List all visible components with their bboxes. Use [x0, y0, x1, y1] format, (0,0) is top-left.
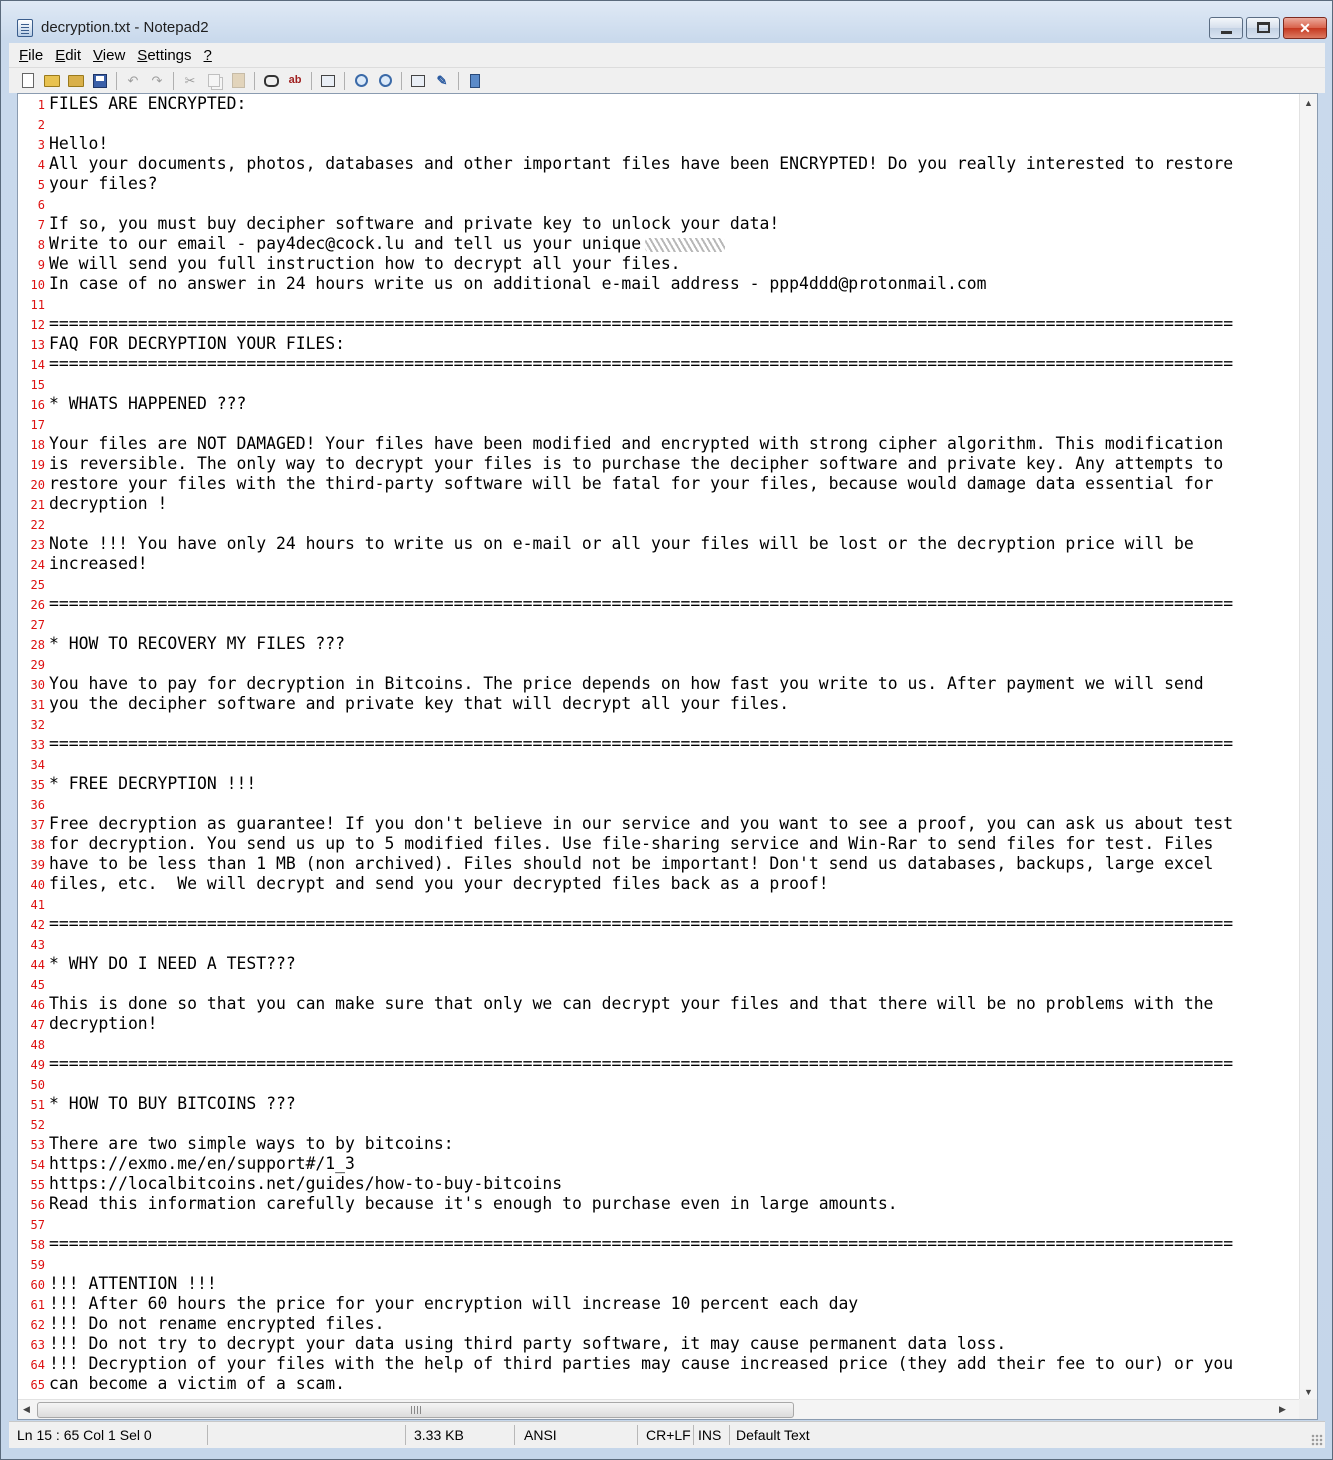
menu-view[interactable] — [87, 47, 131, 64]
line-number: 29 — [30, 658, 45, 672]
line-text: Note !!! You have only 24 hours to write us on e-mail or all your files will be lost or the decryption price will be — [49, 534, 1194, 553]
line-number: 31 — [30, 698, 45, 712]
status-divider — [729, 1425, 730, 1445]
line-number: 2 — [37, 118, 45, 132]
line-number: 65 — [30, 1378, 45, 1392]
replace-button[interactable] — [284, 70, 306, 92]
line-number: 35 — [30, 778, 45, 792]
line-number: 34 — [30, 758, 45, 772]
text-line — [49, 954, 296, 974]
line-number: 21 — [30, 498, 45, 512]
save-icon — [93, 74, 107, 88]
scroll-down-arrow[interactable]: ▼ — [1304, 1386, 1313, 1397]
status-line-endings: CR+LF — [646, 1427, 691, 1443]
line-number: 28 — [30, 638, 45, 652]
zoom-out-icon — [379, 74, 392, 87]
toolbar-separator — [254, 72, 255, 90]
menu-file-label: ile — [28, 46, 44, 64]
line-number: 33 — [30, 738, 45, 752]
line-text: ======================================================================================================================== — [49, 354, 1234, 373]
new-file-icon — [22, 73, 34, 88]
text-area[interactable] — [49, 94, 1299, 1400]
customize-button[interactable] — [431, 70, 453, 92]
line-number: 51 — [30, 1098, 45, 1112]
line-number: 53 — [30, 1138, 45, 1152]
status-encoding: ANSI — [524, 1427, 557, 1443]
line-number: 10 — [30, 278, 45, 292]
find-button[interactable] — [260, 70, 282, 92]
status-divider — [514, 1425, 515, 1445]
menu-file[interactable] — [13, 47, 49, 64]
line-number: 45 — [30, 978, 45, 992]
redo-button[interactable] — [146, 70, 168, 92]
text-line — [49, 1314, 385, 1334]
resize-grip-icon[interactable] — [1311, 1434, 1323, 1446]
line-number: 41 — [30, 898, 45, 912]
line-number: 25 — [30, 578, 45, 592]
status-size: 3.33 KB — [414, 1427, 464, 1443]
scrollbar-corner — [1299, 1399, 1317, 1419]
text-line — [49, 434, 1223, 454]
menu-settings-label: ettings — [147, 46, 192, 64]
paste-icon — [232, 73, 245, 88]
menu-bar — [9, 43, 1325, 67]
line-text: restore your files with the third-party software will be fatal for your files, because would damage data essential for — [49, 474, 1214, 493]
favorites-icon — [68, 75, 84, 87]
line-number: 24 — [30, 558, 45, 572]
text-line — [49, 134, 108, 154]
line-text: !!! Do not rename encrypted files. — [49, 1314, 385, 1333]
line-number: 14 — [30, 358, 45, 372]
toolbar-separator — [458, 72, 459, 90]
text-line — [49, 1234, 1233, 1254]
redo-icon: ↷ — [151, 73, 163, 88]
view-scheme-button[interactable] — [407, 70, 429, 92]
line-text: your files? — [49, 174, 158, 193]
line-text: !!! After 60 hours the price for your encryption will increase 10 percent each day — [49, 1294, 859, 1313]
text-line — [49, 174, 158, 194]
toolbar-separator — [311, 72, 312, 90]
line-number: 56 — [30, 1198, 45, 1212]
text-line — [49, 274, 986, 294]
line-text: ======================================================================================================================== — [49, 734, 1234, 753]
line-number: 37 — [30, 818, 45, 832]
line-number: 8 — [37, 238, 45, 252]
line-number: 38 — [30, 838, 45, 852]
text-line — [49, 1014, 158, 1034]
menu-settings[interactable] — [131, 47, 197, 64]
text-line — [49, 814, 1233, 834]
text-line — [49, 834, 1213, 854]
exit-icon — [470, 74, 480, 88]
status-scheme: Default Text — [736, 1427, 810, 1443]
text-line — [49, 1294, 858, 1314]
line-number: 13 — [30, 338, 45, 352]
line-number: 44 — [30, 958, 45, 972]
line-number: 52 — [30, 1118, 45, 1132]
horizontal-scroll-thumb[interactable] — [37, 1402, 794, 1418]
line-number: 32 — [30, 718, 45, 732]
line-number: 18 — [30, 438, 45, 452]
line-text: This is done so that you can make sure that only we can decrypt your files and that there will be no problems with the — [49, 994, 1214, 1013]
text-line — [49, 354, 1233, 374]
line-text: is reversible. The only way to decrypt your files is to purchase the decipher software and private key. Any attempts to — [49, 454, 1224, 473]
text-line — [49, 874, 829, 894]
vertical-scrollbar[interactable] — [1299, 94, 1317, 1400]
paste-button[interactable] — [227, 70, 249, 92]
window-title: decryption.txt - Notepad2 — [41, 19, 209, 36]
text-line — [49, 1274, 217, 1294]
text-line — [49, 474, 1213, 494]
line-number: 40 — [30, 878, 45, 892]
line-text: ======================================================================================================================== — [49, 1234, 1234, 1253]
menu-view-label: iew — [102, 46, 126, 64]
menu-file-accel: F — [19, 46, 29, 64]
replace-icon: ab — [288, 74, 302, 86]
line-number: 22 — [30, 518, 45, 532]
menu-help[interactable] — [198, 47, 218, 64]
window-controls — [1206, 17, 1327, 39]
notepad-app-icon[interactable] — [17, 19, 33, 37]
line-text: Read this information carefully because it's enough to purchase even in large amounts. — [49, 1194, 898, 1213]
line-number: 12 — [30, 318, 45, 332]
word-wrap-icon — [321, 75, 335, 87]
status-insert-mode: INS — [698, 1427, 722, 1443]
status-divider — [693, 1425, 694, 1445]
status-divider — [207, 1425, 208, 1445]
line-text: FAQ FOR DECRYPTION YOUR FILES: — [49, 334, 346, 353]
text-line — [49, 674, 1204, 694]
title-bar[interactable] — [1, 1, 1332, 41]
line-number: 50 — [30, 1078, 45, 1092]
line-text: https://localbitcoins.net/guides/how-to-buy-bitcoins — [49, 1174, 563, 1193]
line-text: Free decryption as guarantee! If you don't believe in our service and you want to see a proof, you can ask us about test — [49, 814, 1234, 833]
text-line — [49, 1334, 1006, 1354]
text-line — [49, 1134, 454, 1154]
line-number: 23 — [30, 538, 45, 552]
line-number: 39 — [30, 858, 45, 872]
editor[interactable] — [17, 93, 1318, 1420]
menu-edit[interactable] — [49, 47, 87, 64]
line-number: 1 — [37, 98, 45, 112]
zoom-in-icon — [355, 74, 368, 87]
menu-edit-label: dit — [65, 46, 82, 64]
redacted-id-mark — [645, 238, 725, 252]
line-text: can become a victim of a scam. — [49, 1374, 346, 1393]
scroll-up-arrow[interactable]: ▲ — [1304, 97, 1313, 108]
text-line — [49, 394, 246, 414]
toolbar-separator — [344, 72, 345, 90]
line-number-gutter — [18, 94, 47, 1400]
text-line — [49, 94, 246, 114]
zoom-out-button[interactable] — [374, 70, 396, 92]
copy-icon — [208, 74, 220, 87]
line-number: 64 — [30, 1358, 45, 1372]
undo-button[interactable] — [122, 70, 144, 92]
text-line — [49, 234, 725, 254]
line-text: ======================================================================================================================== — [49, 314, 1234, 333]
line-text: ======================================================================================================================== — [49, 594, 1234, 613]
line-number: 57 — [30, 1218, 45, 1232]
text-line — [49, 594, 1233, 614]
text-line — [49, 214, 779, 234]
text-line — [49, 534, 1194, 554]
text-line — [49, 1174, 562, 1194]
text-line — [49, 634, 345, 654]
menu-view-accel: V — [93, 46, 103, 64]
line-number: 11 — [30, 298, 45, 312]
line-text: you the decipher software and private key that will decrypt all your files. — [49, 694, 790, 713]
line-text: !!! Decryption of your files with the help of third parties may cause increased price (they add their fee to our) or you — [49, 1354, 1234, 1373]
line-text: * HOW TO RECOVERY MY FILES ??? — [49, 634, 346, 653]
cut-button[interactable] — [179, 70, 201, 92]
menu-settings-accel: S — [137, 46, 148, 64]
text-line — [49, 554, 148, 574]
text-line — [49, 914, 1233, 934]
line-number: 6 — [37, 198, 45, 212]
save-button[interactable] — [89, 70, 111, 92]
line-text: ======================================================================================================================== — [49, 914, 1234, 933]
line-number: 42 — [30, 918, 45, 932]
minimize-icon — [1221, 31, 1232, 34]
find-icon — [264, 75, 279, 87]
line-text: If so, you must buy decipher software and private key to unlock your data! — [49, 214, 780, 233]
zoom-in-button[interactable] — [350, 70, 372, 92]
status-bar — [9, 1421, 1325, 1448]
line-number: 16 — [30, 398, 45, 412]
line-text: Hello! — [49, 134, 109, 153]
line-text: * HOW TO BUY BITCOINS ??? — [49, 1094, 296, 1113]
undo-icon: ↶ — [127, 73, 139, 88]
line-text: Your files are NOT DAMAGED! Your files have been modified and encrypted with strong cipher algorithm. This modification — [49, 434, 1224, 453]
line-number: 17 — [30, 418, 45, 432]
line-number: 4 — [37, 158, 45, 172]
line-text: decryption ! — [49, 494, 168, 513]
line-text: https://exmo.me/en/support#/1_3 — [49, 1154, 355, 1173]
text-line — [49, 154, 1233, 174]
line-number: 59 — [30, 1258, 45, 1272]
line-text: have to be less than 1 MB (non archived). Files should not be important! Don't send us databases, backups, large excel — [49, 854, 1214, 873]
menu-edit-accel: E — [55, 46, 66, 64]
line-number: 9 — [37, 258, 45, 272]
line-number: 15 — [30, 378, 45, 392]
line-text: In case of no answer in 24 hours write us on additional e-mail address - ppp4ddd@protonmail.com — [49, 274, 987, 293]
text-line — [49, 854, 1213, 874]
line-text: !!! Do not try to decrypt your data using third party software, it may cause permanent data loss. — [49, 1334, 1007, 1353]
text-line — [49, 1354, 1233, 1374]
open-button[interactable] — [41, 70, 63, 92]
line-text: files, etc. We will decrypt and send you your decrypted files back as a proof! — [49, 874, 829, 893]
customize-icon: ✎ — [436, 73, 448, 88]
maximize-icon — [1257, 22, 1270, 33]
view-scheme-icon — [411, 75, 425, 87]
line-number: 46 — [30, 998, 45, 1012]
horizontal-scrollbar[interactable] — [18, 1399, 1299, 1419]
status-divider — [637, 1425, 638, 1445]
line-number: 36 — [30, 798, 45, 812]
line-text: All your documents, photos, databases and other important files have been ENCRYPTED! Do you really interested to restore — [49, 154, 1234, 173]
cut-icon: ✂ — [184, 73, 196, 88]
toolbar-separator — [116, 72, 117, 90]
text-line — [49, 1094, 296, 1114]
line-number: 47 — [30, 1018, 45, 1032]
line-text: * WHATS HAPPENED ??? — [49, 394, 247, 413]
scroll-right-arrow[interactable]: ▶ — [1279, 1404, 1286, 1414]
favorites-button[interactable] — [65, 70, 87, 92]
menu-help-accel: ? — [203, 46, 212, 64]
line-text: * WHY DO I NEED A TEST??? — [49, 954, 296, 973]
text-line — [49, 774, 256, 794]
line-number: 48 — [30, 1038, 45, 1052]
text-line — [49, 734, 1233, 754]
text-line — [49, 1154, 355, 1174]
line-text: !!! ATTENTION !!! — [49, 1274, 217, 1293]
line-number: 19 — [30, 458, 45, 472]
toolbar-separator — [173, 72, 174, 90]
line-text: for decryption. You send us up to 5 modified files. Use file-sharing service and Win-Rar to send files for test. Files — [49, 834, 1214, 853]
toolbar-separator — [401, 72, 402, 90]
new-button[interactable] — [17, 70, 39, 92]
line-number: 63 — [30, 1338, 45, 1352]
line-number: 60 — [30, 1278, 45, 1292]
word-wrap-button[interactable] — [317, 70, 339, 92]
line-text: There are two simple ways to by bitcoins: — [49, 1134, 454, 1153]
maximize-button[interactable] — [1246, 17, 1280, 39]
toolbar — [9, 67, 1325, 93]
line-number: 20 — [30, 478, 45, 492]
line-text: Write to our email - pay4dec@cock.lu and tell us your unique — [49, 234, 642, 253]
text-line — [49, 314, 1233, 334]
text-line — [49, 494, 167, 514]
line-number: 62 — [30, 1318, 45, 1332]
line-number: 58 — [30, 1238, 45, 1252]
line-number: 54 — [30, 1158, 45, 1172]
line-text: * FREE DECRYPTION !!! — [49, 774, 257, 793]
scroll-grip-icon — [411, 1406, 421, 1414]
line-number: 3 — [37, 138, 45, 152]
status-position: Ln 15 : 65 Col 1 Sel 0 — [17, 1427, 152, 1443]
text-line — [49, 694, 789, 714]
text-line — [49, 1194, 898, 1214]
line-number: 43 — [30, 938, 45, 952]
line-number: 49 — [30, 1058, 45, 1072]
close-icon: ✕ — [1299, 20, 1311, 36]
scroll-left-arrow[interactable]: ◀ — [23, 1404, 30, 1414]
line-text: decryption! — [49, 1014, 158, 1033]
line-number: 5 — [37, 178, 45, 192]
line-number: 27 — [30, 618, 45, 632]
line-number: 30 — [30, 678, 45, 692]
open-folder-icon — [44, 75, 60, 87]
line-text: FILES ARE ENCRYPTED: — [49, 94, 247, 113]
line-number: 26 — [30, 598, 45, 612]
close-button[interactable] — [1283, 17, 1327, 39]
status-divider — [405, 1425, 406, 1445]
line-text: We will send you full instruction how to decrypt all your files. — [49, 254, 681, 273]
copy-button[interactable] — [203, 70, 225, 92]
exit-button[interactable] — [464, 70, 486, 92]
line-text: ======================================================================================================================== — [49, 1054, 1234, 1073]
text-line — [49, 1374, 345, 1394]
line-number: 7 — [37, 218, 45, 232]
line-text: You have to pay for decryption in Bitcoins. The price depends on how fast you write to us. After payment we will send — [49, 674, 1204, 693]
text-line — [49, 1054, 1233, 1074]
line-number: 55 — [30, 1178, 45, 1192]
line-text: increased! — [49, 554, 148, 573]
text-line — [49, 454, 1223, 474]
text-line — [49, 334, 345, 354]
text-line — [49, 994, 1213, 1014]
minimize-button[interactable] — [1209, 17, 1243, 39]
line-number: 61 — [30, 1298, 45, 1312]
text-line — [49, 254, 681, 274]
